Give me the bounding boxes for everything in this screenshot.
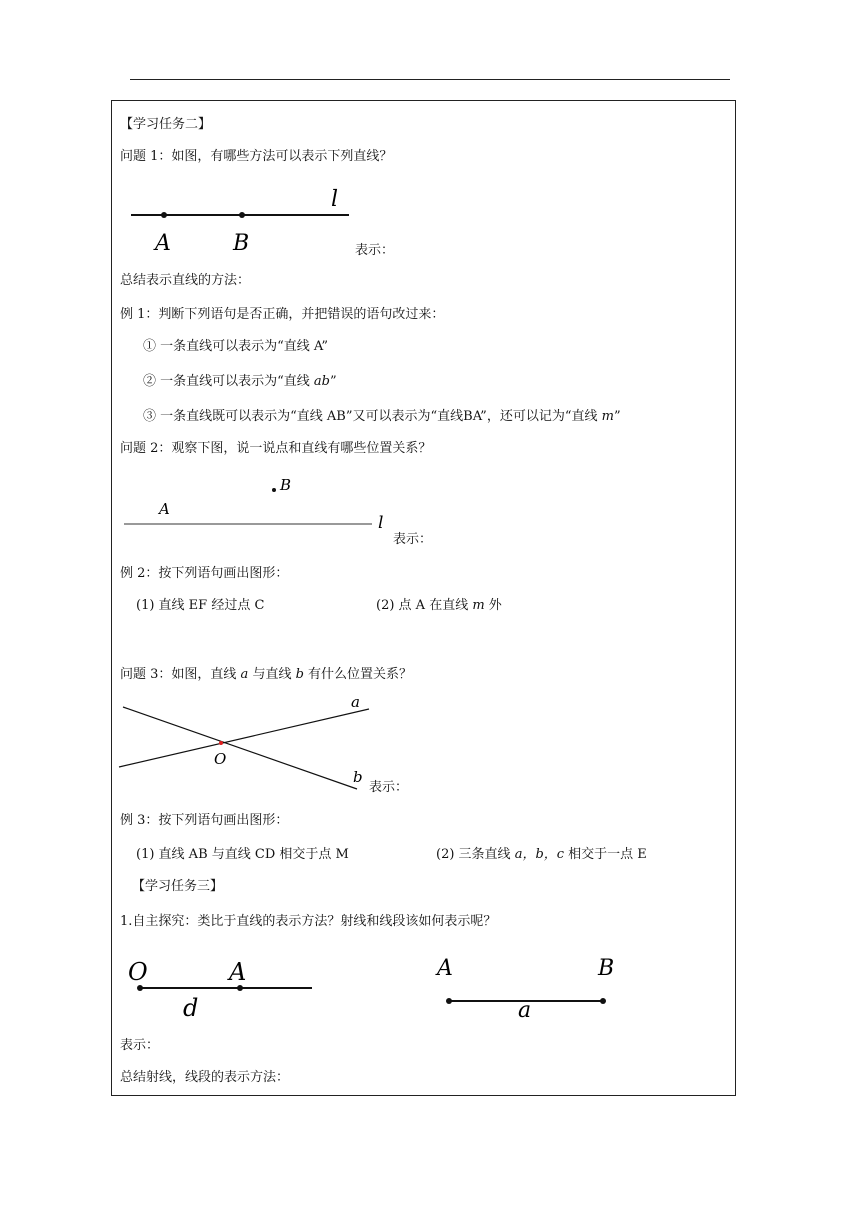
question-1: 问题 1：如图，有哪些方法可以表示下列直线？: [120, 149, 393, 164]
label-point-a: A: [155, 231, 171, 256]
example-3-item-2: (2) 三条直线 a，b，c 相交于一点 E: [436, 847, 647, 862]
label-line-a: a: [351, 693, 360, 711]
summary-ray-segment: 总结射线，线段的表示方法：: [120, 1070, 290, 1085]
question-2: 问题 2：观察下图，说一说点和直线有哪些位置关系？: [120, 441, 432, 456]
label-line-l: l: [331, 187, 339, 212]
question-3: 问题 3：如图，直线 a 与直线 b 有什么位置关系？: [120, 667, 413, 682]
label-segment-b: B: [598, 956, 615, 981]
summary-line-method: 总结表示直线的方法：: [120, 273, 251, 288]
figure-point-line: [124, 476, 383, 533]
figure-segment: [435, 956, 614, 1023]
label-point-b-2: B: [280, 476, 292, 494]
label-segment-name: a: [518, 998, 532, 1023]
example-3: 例 3：按下列语句画出图形：: [120, 813, 289, 828]
task3-header: 【学习任务三】: [132, 879, 224, 894]
label-ray-o: O: [128, 958, 148, 986]
task2-header: 【学习任务二】: [120, 117, 212, 132]
label-segment-a: A: [437, 956, 453, 981]
label-line-b: b: [353, 768, 363, 786]
example-2-item-2: (2) 点 A 在直线 m 外: [376, 598, 502, 613]
example-2-item-1: (1) 直线 EF 经过点 C: [136, 598, 265, 613]
label-point-o: O: [214, 750, 227, 768]
show-label-1: 表示：: [355, 243, 395, 258]
example-1-item-2: ② 一条直线可以表示为“直线 ab”: [143, 374, 337, 389]
show-label-4: 表示：: [120, 1038, 160, 1053]
task3-question-1: 1.自主探究：类比于直线的表示方法？射线和线段该如何表示呢？: [120, 914, 497, 929]
show-label-3: 表示：: [369, 780, 409, 795]
point-b-2: [272, 488, 276, 492]
intersection-point-o: [219, 741, 223, 745]
label-point-a-2: A: [159, 500, 170, 518]
label-ray-d: d: [183, 994, 199, 1022]
line-b: [123, 707, 357, 789]
show-label-2: 表示：: [393, 532, 433, 547]
figure-ray: [128, 958, 312, 1022]
example-1-item-1: ① 一条直线可以表示为“直线 A”: [143, 339, 329, 354]
example-1-item-3: ③ 一条直线既可以表示为“直线 AB”又可以表示为“直线BA”，还可以记为“直线 m”: [143, 409, 621, 424]
line-a: [119, 709, 369, 767]
figure-intersecting-lines: [119, 693, 369, 789]
example-2: 例 2：按下列语句画出图形：: [120, 566, 289, 581]
segment-end-a: [446, 998, 452, 1004]
label-point-b: B: [233, 231, 250, 256]
point-a: [161, 212, 167, 218]
label-ray-a: A: [229, 958, 247, 986]
example-3-item-1: (1) 直线 AB 与直线 CD 相交于点 M: [136, 847, 349, 862]
example-1: 例 1：判断下列语句是否正确，并把错误的语句改过来：: [120, 307, 445, 322]
point-b: [239, 212, 245, 218]
label-line-l-2: l: [378, 513, 384, 533]
segment-end-b: [600, 998, 606, 1004]
figure-line-l: [131, 187, 349, 256]
